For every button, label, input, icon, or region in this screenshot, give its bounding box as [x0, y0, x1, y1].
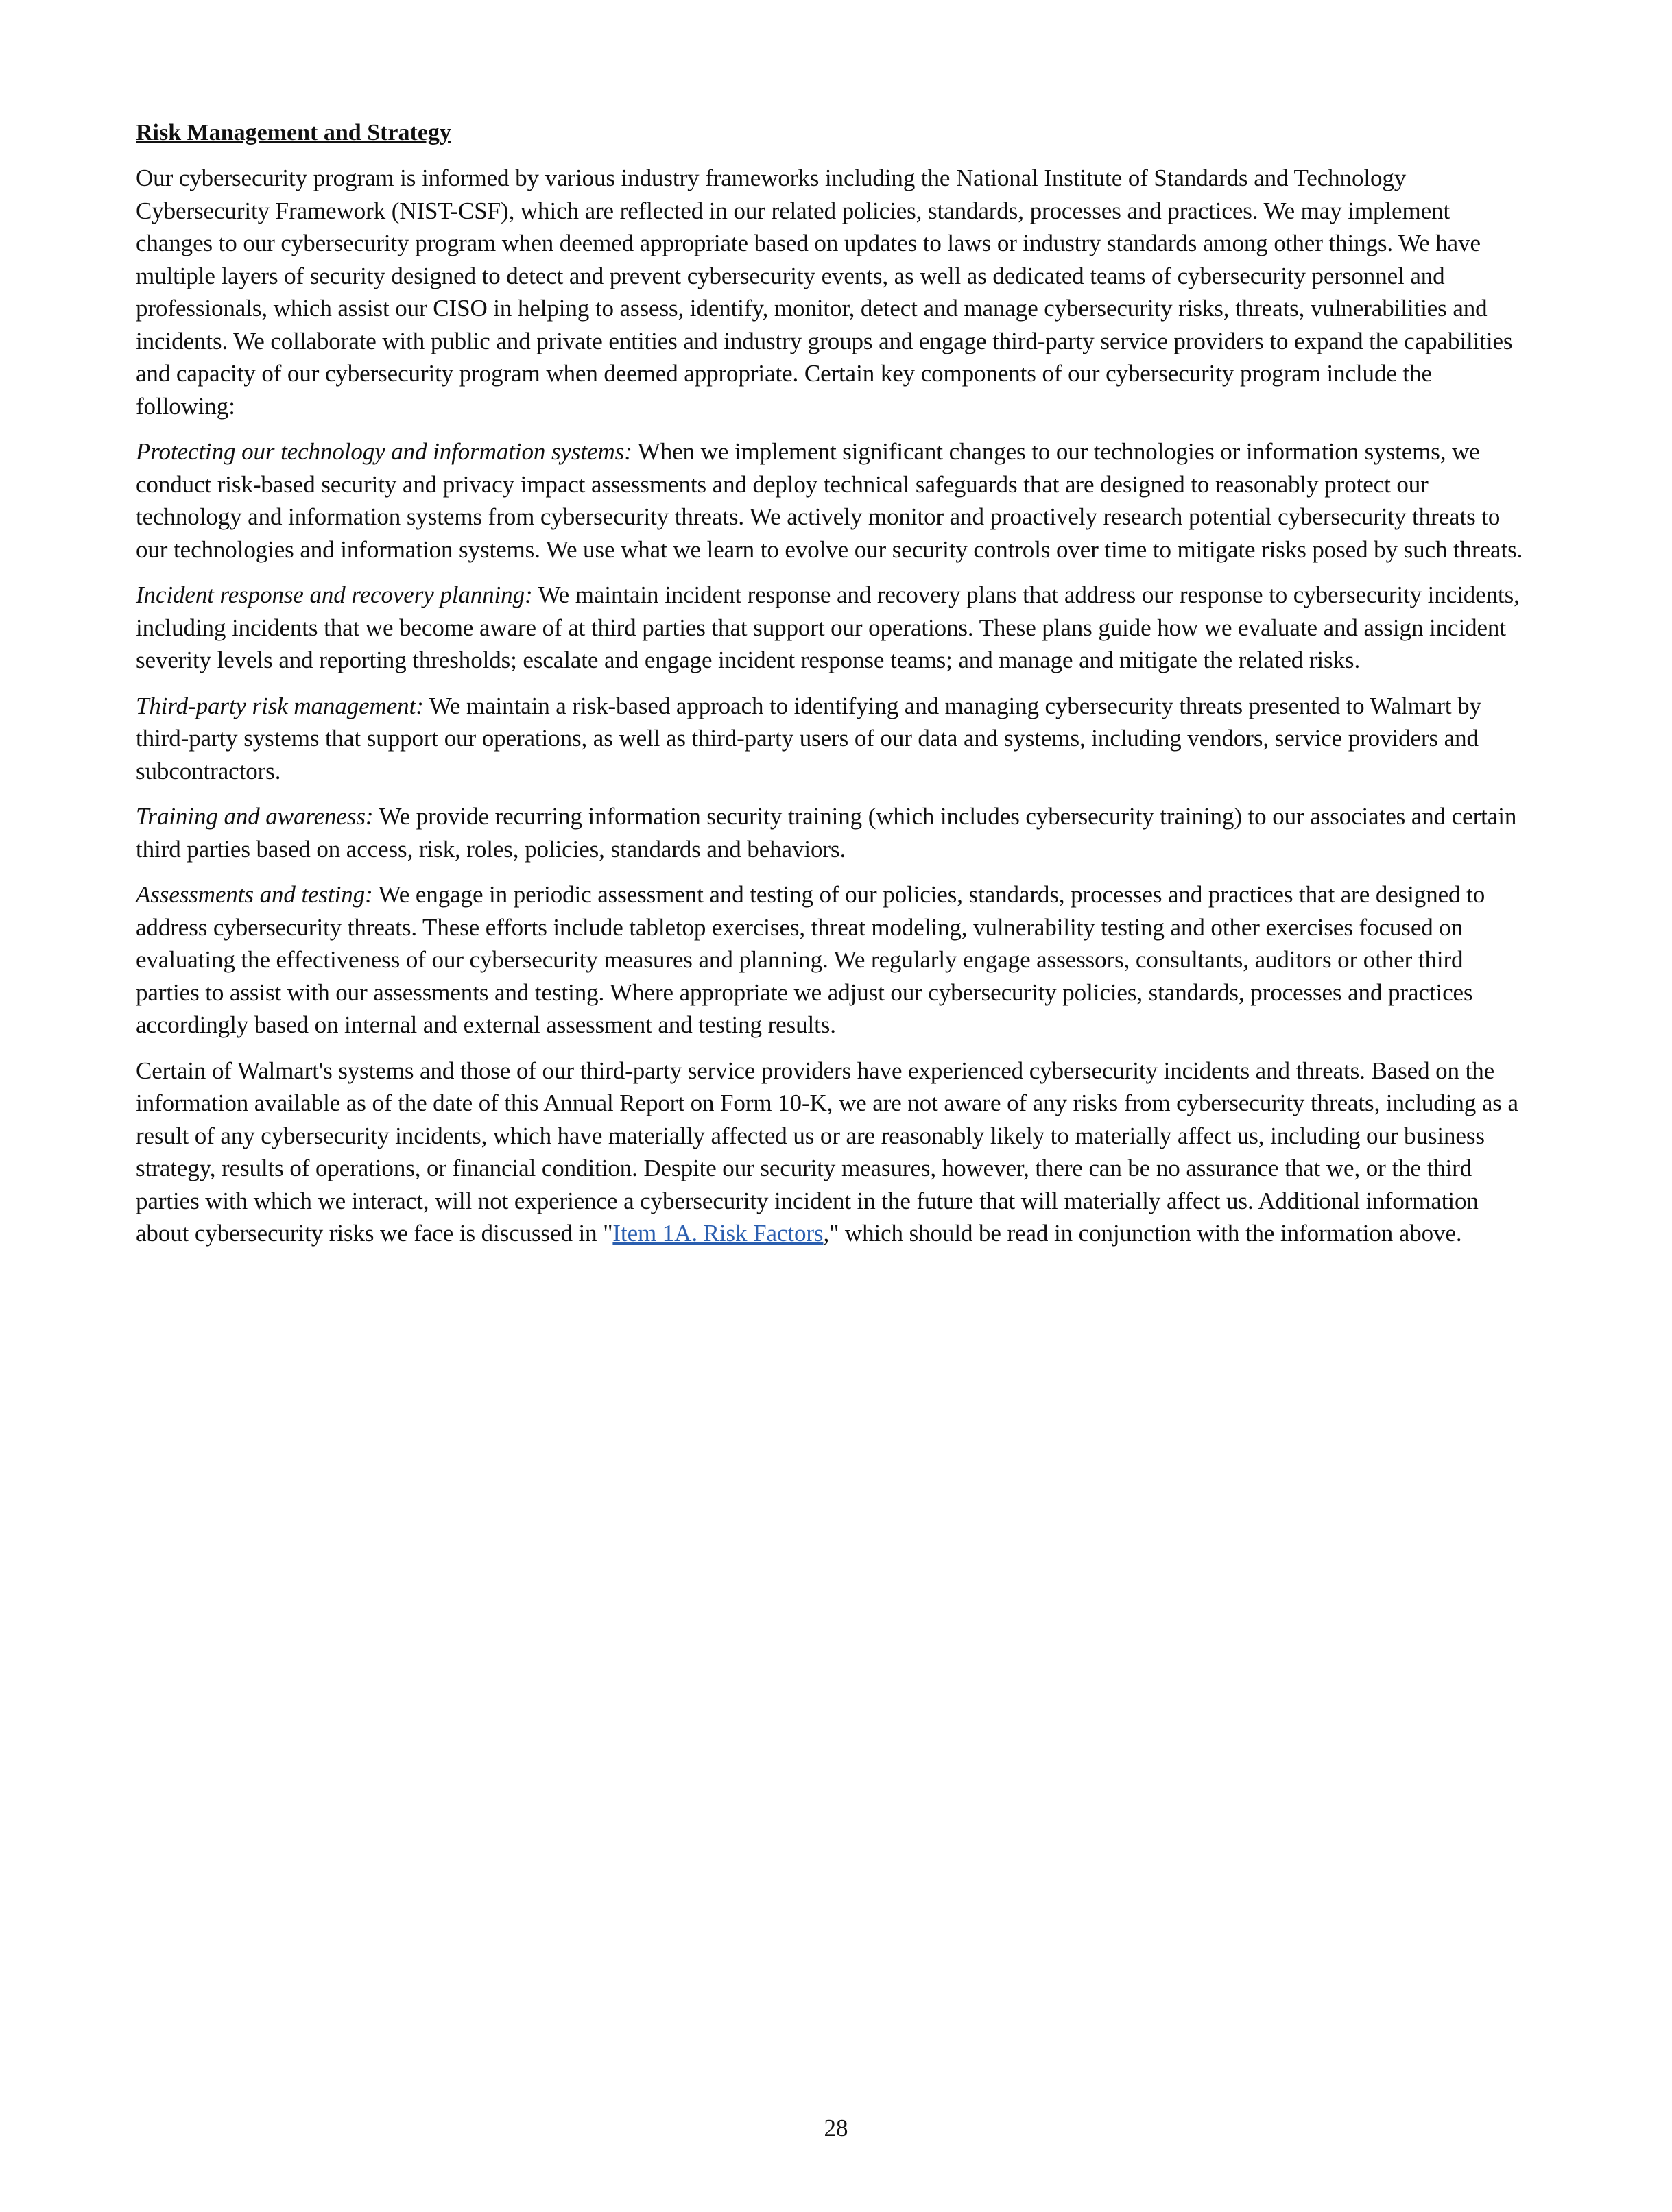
intro-paragraph [136, 162, 1531, 422]
third-party-lead: Third-party risk management: [136, 692, 424, 719]
third-party-body: We maintain a risk-based approach to identifying and managing cybersecurity threats presented to Walmart by third-party systems that support our operations, as well as third-party users of our data and systems, including vendors, service providers and subcontractors. [136, 692, 1481, 784]
incident-paragraph [136, 579, 1531, 677]
section-heading: Risk Management and Strategy [136, 120, 451, 145]
incident-lead: Incident response and recovery planning: [136, 581, 533, 608]
incident-body: We maintain incident response and recovery plans that address our response to cybersecurity incidents, including incidents that we become aware of at third parties that support our operations. These plans guide how we evaluate and assign incident severity levels and reporting thresholds; escalate and engage incident response teams; and manage and mitigate the related risks. [136, 581, 1520, 673]
training-body: We provide recurring information security training (which includes cybersecurity training) to our associates and certain third parties based on access, risk, roles, policies, standards and behaviors. [136, 803, 1517, 863]
third-party-paragraph [136, 690, 1531, 788]
training-paragraph [136, 800, 1531, 865]
document-page [136, 117, 1531, 1263]
protecting-lead: Protecting our technology and information systems: [136, 438, 632, 465]
page-number: 28 [824, 2115, 848, 2141]
assessments-body: We engage in periodic assessment and testing of our policies, standards, processes and practices that are designed to address cybersecurity threats. These efforts include tabletop exercises, threat modeling, vulnerability testing and other exercises focused on evaluating the effectiveness of our cybersecurity measures and planning. We regularly engage assessors, consultants, auditors or other third parties to assist with our assessments and testing. Where appropriate we adjust our cybersecurity policies, standards, processes and practices accordingly based on internal and external assessment and testing results. [136, 881, 1485, 1038]
assessments-paragraph [136, 878, 1531, 1042]
protecting-body: When we implement significant changes to our technologies or information systems, we conduct risk-based security and privacy impact assessments and deploy technical safeguards that are designed to reasonably protect our technology and information systems from cybersecurity threats. We actively monitor and proactively research potential cybersecurity threats to our technologies and information systems. We use what we learn to evolve our security controls over time to mitigate risks posed by such threats. [136, 438, 1523, 563]
closing-paragraph [136, 1055, 1531, 1250]
closing-text-before-link: Certain of Walmart's systems and those of our third-party service providers have experienced cybersecurity incidents and threats. Based on the information available as of the date of this Annual Report on Form 10-K, we are not aware of any risks from cybersecurity threats, including as a result of any cybersecurity incidents, which have materially affected us or are reasonably likely to materially affect us, including our business strategy, results of operations, or financial condition. Despite our security measures, however, there can be no assurance that we, or the third parties with which we interact, will not experience a cybersecurity incident in the future that will materially affect us. Additional information about cybersecurity risks we face is discussed in " [136, 1057, 1518, 1247]
risk-factors-link[interactable]: Item 1A. Risk Factors [612, 1220, 824, 1247]
training-lead: Training and awareness: [136, 803, 374, 830]
intro-text: Our cybersecurity program is informed by various industry frameworks including the National Institute of Standards and Technology Cybersecurity Framework (NIST-CSF), which are reflected in our related policies, standards, processes and practices. We may implement changes to our cybersecurity program when deemed appropriate based on updates to laws or industry standards among other things. We have multiple layers of security designed to detect and prevent cybersecurity events, as well as dedicated teams of cybersecurity personnel and professionals, which assist our CISO in helping to assess, identify, monitor, detect and manage cybersecurity risks, threats, vulnerabilities and incidents. We collaborate with public and private entities and industry groups and engage third-party service providers to expand the capabilities and capacity of our cybersecurity program when deemed appropriate. Certain key components of our cybersecurity program include the following: [136, 165, 1513, 420]
protecting-paragraph [136, 435, 1531, 566]
assessments-lead: Assessments and testing: [136, 881, 373, 908]
closing-text-after-link: ," which should be read in conjunction with the information above. [823, 1220, 1462, 1247]
